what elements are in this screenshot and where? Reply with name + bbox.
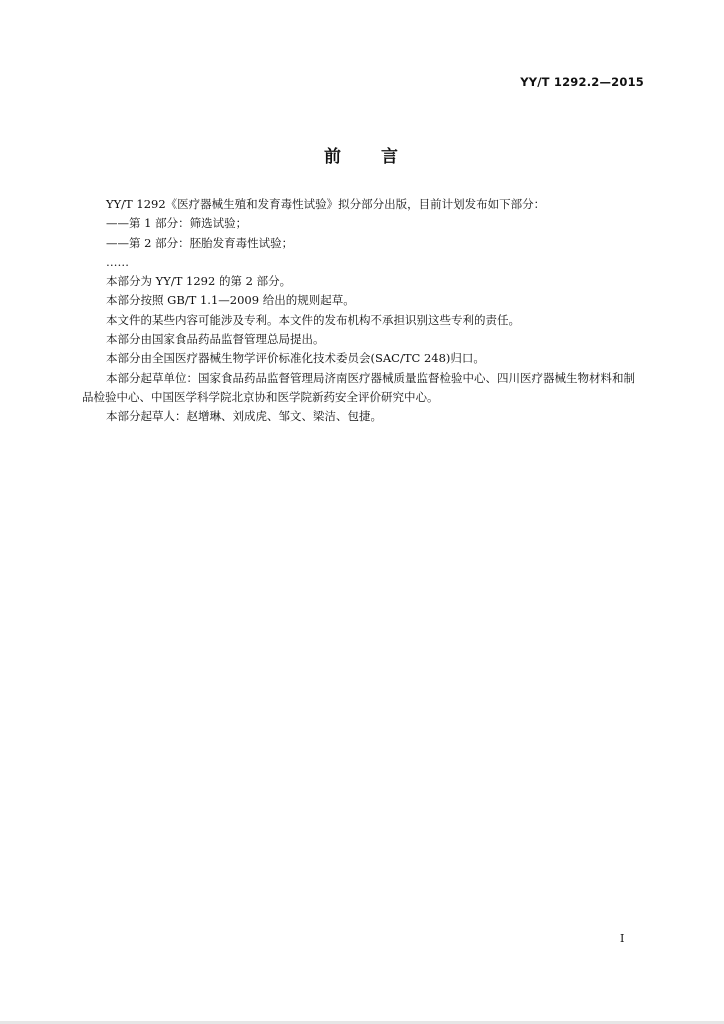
page-number: I [620, 932, 625, 945]
paragraph-drafting-rules: 本部分按照 GB/T 1.1—2009 给出的规则起草。 [106, 293, 355, 308]
paragraph-patent-notice: 本文件的某些内容可能涉及专利。本文件的发布机构不承担识别这些专利的责任。 [106, 312, 520, 327]
page-title [0, 142, 724, 167]
foreword-body [82, 195, 642, 427]
list-item-part-1: ——第 1 部分：筛选试验； [106, 216, 248, 231]
standard-code: YY/T 1292.2—2015 [520, 75, 644, 89]
title-char-1: 前 [324, 147, 343, 167]
paragraph-proposed-by: 本部分由国家食品药品监督管理总局提出。 [106, 332, 325, 347]
list-ellipsis: …… [106, 254, 129, 269]
paragraph-part-statement: 本部分为 YY/T 1292 的第 2 部分。 [106, 274, 292, 289]
paragraph-drafting-units: 本部分起草单位：国家食品药品监督管理局济南医疗器械质量监督检验中心、四川医疗器械生物材料和制品检验中心、中国医学科学院北京协和医学院新药安全评价研究中心。 [82, 370, 635, 404]
list-item-part-2: ——第 2 部分：胚胎发育毒性试验； [106, 235, 294, 250]
paragraph-centralized-by: 本部分由全国医疗器械生物学评价标准化技术委员会(SAC/TC 248)归口。 [106, 351, 485, 366]
title-char-2: 言 [381, 147, 400, 167]
paragraph-series-intro: YY/T 1292《医疗器械生殖和发育毒性试验》拟分部分出版，目前计划发布如下部分： [106, 197, 546, 211]
paragraph-drafters: 本部分起草人：赵增琳、刘成虎、邹文、梁洁、包捷。 [106, 409, 382, 424]
